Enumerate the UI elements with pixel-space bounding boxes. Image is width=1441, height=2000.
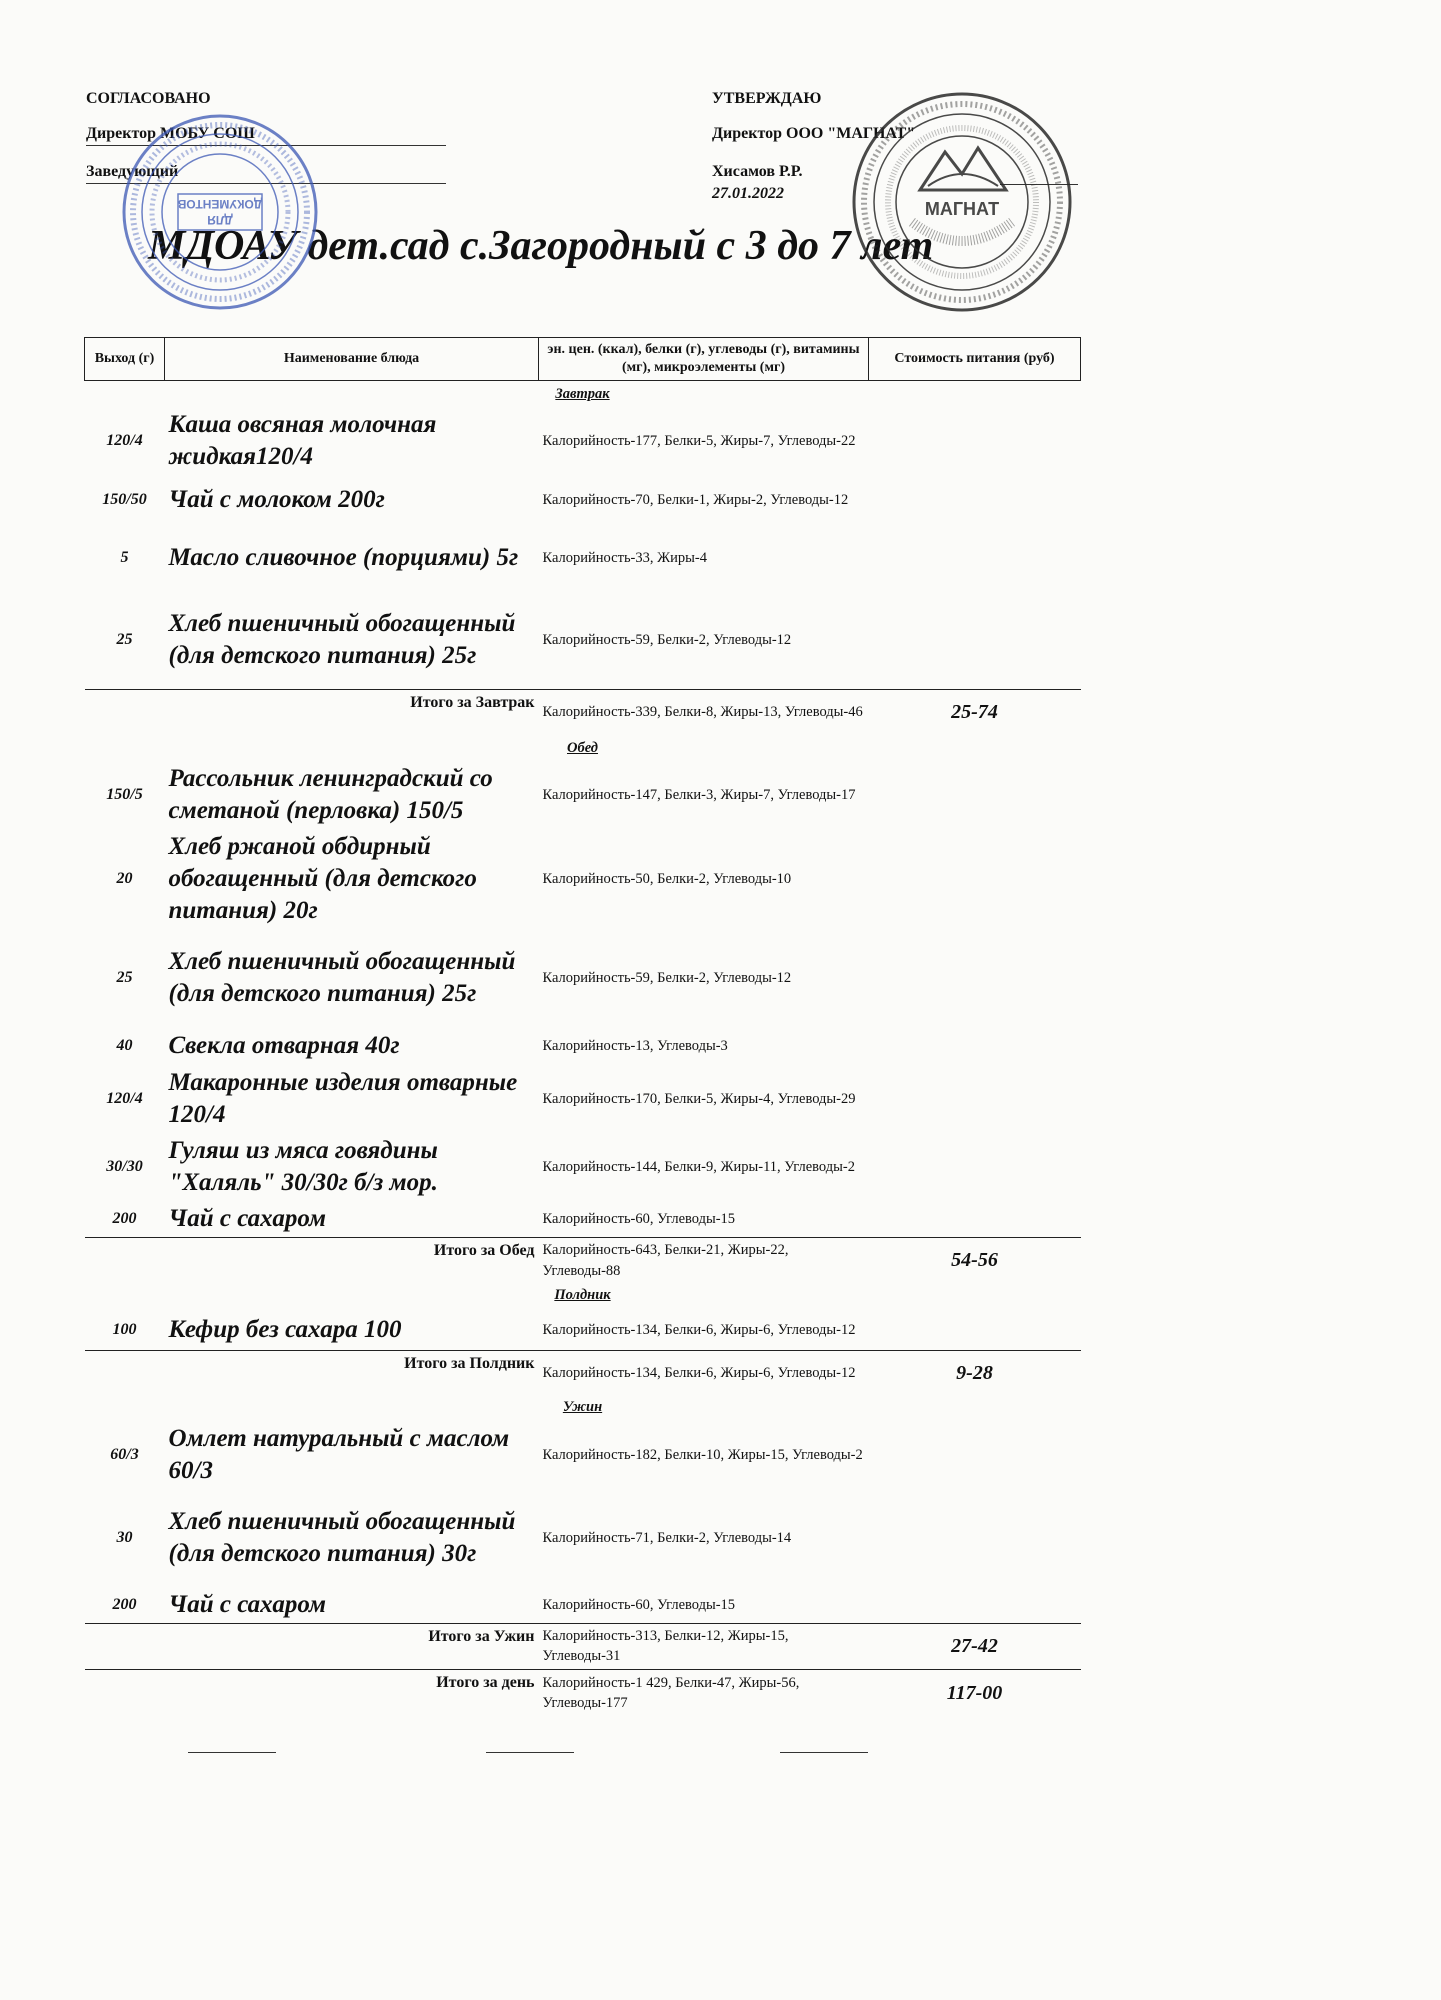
nutrition-cell: Калорийность-70, Белки-1, Жиры-2, Углеводы-12 [542, 492, 849, 509]
table-row [85, 1027, 1081, 1065]
nutrition-cell: Калорийность-71, Белки-2, Углеводы-14 [542, 1529, 792, 1546]
yield-cell: 30 [116, 1528, 133, 1546]
total-cost: 9-28 [869, 1351, 1081, 1395]
section-header-snack [85, 1283, 1081, 1309]
section-title: Завтрак [555, 385, 610, 402]
section-header-dinner [85, 1395, 1081, 1421]
nutrition-cell: Калорийность-147, Белки-3, Жиры-7, Углеводы-17 [542, 787, 856, 804]
signature-line [486, 1752, 574, 1753]
section-title: Обед [567, 739, 598, 756]
dish-name: Каша овсяная молочная жидкая120/4 [168, 411, 437, 471]
day-total-row [85, 1669, 1081, 1717]
signature-line [780, 1752, 868, 1753]
nutrition-cell: Калорийность-144, Белки-9, Жиры-11, Углеводы-2 [542, 1159, 855, 1176]
total-row [85, 689, 1081, 735]
nutrition-cell: Калорийность-60, Углеводы-15 [542, 1211, 736, 1228]
total-nutrition: Калорийность-339, Белки-8, Жиры-13, Углеводы-46 [539, 689, 869, 735]
yield-cell: 100 [112, 1320, 137, 1338]
svg-text:ДЛЯ: ДЛЯ [207, 213, 233, 227]
dish-name: Хлеб пшеничный обогащенный (для детского питания) 30г [168, 1507, 516, 1567]
yield-cell: 120/4 [106, 432, 143, 450]
section-title: Ужин [562, 1399, 603, 1416]
approval-date: 27.01.2022 [712, 185, 784, 202]
company-director-label: Директор ООО "МАГНАТ" [712, 125, 916, 142]
table-row [85, 1309, 1081, 1351]
nutrition-cell: Калорийность-13, Углеводы-3 [542, 1038, 728, 1055]
day-total-label: Итого за день [165, 1669, 539, 1717]
total-cost: 27-42 [869, 1623, 1081, 1669]
dish-name: Чай с сахаром [168, 1590, 326, 1618]
total-row [85, 1351, 1081, 1395]
table-row [85, 1133, 1081, 1201]
table-row [85, 475, 1081, 525]
nutrition-cell: Калорийность-59, Белки-2, Углеводы-12 [542, 631, 792, 648]
dish-name: Рассольник ленинградский со сметаной (перловка) 150/5 [168, 765, 493, 825]
table-row [85, 1201, 1081, 1238]
yield-cell: 25 [116, 969, 133, 987]
page-title: МДОАУ дет.сад с.Загородный с 3 до 7 лет [148, 223, 934, 269]
nutrition-cell: Калорийность-60, Углеводы-15 [542, 1596, 736, 1613]
yield-cell: 5 [120, 549, 129, 567]
table-header-row [85, 338, 1081, 381]
svg-text:ДОКУМЕНТОВ: ДОКУМЕНТОВ [177, 197, 263, 211]
agreed-label: СОГЛАСОВАНО [86, 90, 211, 107]
day-total-cost: 117-00 [869, 1669, 1081, 1717]
menu-table [84, 337, 1081, 1717]
section-title: Полдник [554, 1287, 611, 1304]
total-label: Итого за Ужин [165, 1623, 539, 1669]
head-label: Заведующий [86, 163, 446, 184]
table-row [85, 829, 1081, 929]
yield-cell: 150/50 [102, 491, 147, 509]
dish-name: Макаронные изделия отварные 120/4 [168, 1069, 518, 1129]
nutrition-cell: Калорийность-134, Белки-6, Жиры-6, Углеводы-12 [542, 1321, 856, 1338]
total-nutrition: Калорийность-643, Белки-21, Жиры-22, Углеводы-88 [539, 1238, 869, 1283]
dish-name: Омлет натуральный с маслом 60/3 [168, 1424, 510, 1484]
table-row [85, 761, 1081, 829]
signature-line [188, 1752, 276, 1753]
table-row [85, 1587, 1081, 1624]
total-row [85, 1623, 1081, 1669]
nutrition-cell: Калорийность-59, Белки-2, Углеводы-12 [542, 970, 792, 987]
dish-name: Чай с молоком 200г [168, 486, 385, 514]
dish-name: Чай с сахаром [168, 1205, 326, 1233]
table-row [85, 929, 1081, 1027]
table-row [85, 1065, 1081, 1133]
table-row [85, 525, 1081, 591]
total-nutrition: Калорийность-134, Белки-6, Жиры-6, Углеводы-12 [539, 1351, 869, 1395]
company-seal-stamp [850, 90, 1075, 315]
dish-name: Кефир без сахара 100 [168, 1315, 402, 1343]
table-row [85, 1421, 1081, 1489]
nutrition-cell: Калорийность-177, Белки-5, Жиры-7, Углеводы-22 [542, 433, 856, 450]
section-header-breakfast [85, 381, 1081, 408]
table-row [85, 407, 1081, 475]
total-label: Итого за Полдник [165, 1351, 539, 1395]
yield-cell: 20 [116, 870, 133, 888]
dish-name: Масло сливочное (порциями) 5г [168, 544, 519, 572]
col-header-name: Наименование блюда [165, 338, 539, 381]
table-row [85, 1489, 1081, 1587]
dish-name: Гуляш из мяса говядины "Халяль" 30/30г б/з мор. [168, 1137, 438, 1197]
yield-cell: 60/3 [110, 1445, 139, 1463]
yield-cell: 25 [116, 631, 133, 649]
total-cost: 54-56 [869, 1238, 1081, 1283]
table-row [85, 591, 1081, 689]
nutrition-cell: Калорийность-170, Белки-5, Жиры-4, Углеводы-29 [542, 1091, 856, 1108]
director-name: Хисамов Р.Р. [712, 163, 803, 180]
col-header-cost: Стоимость питания (руб) [869, 338, 1081, 381]
section-header-lunch [85, 735, 1081, 761]
total-label: Итого за Обед [165, 1238, 539, 1283]
nutrition-cell: Калорийность-182, Белки-10, Жиры-15, Углеводы-2 [542, 1446, 863, 1463]
yield-cell: 40 [116, 1037, 133, 1055]
nutrition-cell: Калорийность-50, Белки-2, Углеводы-10 [542, 871, 792, 888]
col-header-nutrition: эн. цен. (ккал), белки (г), углеводы (г), витамины (мг), микроэлементы (мг) [539, 338, 869, 381]
yield-cell: 200 [112, 1210, 137, 1228]
total-nutrition: Калорийность-313, Белки-12, Жиры-15, Углеводы-31 [539, 1623, 869, 1669]
nutrition-cell: Калорийность-33, Жиры-4 [542, 550, 707, 567]
day-total-nutrition: Калорийность-1 429, Белки-47, Жиры-56, Углеводы-177 [539, 1669, 869, 1717]
yield-cell: 30/30 [106, 1158, 143, 1176]
yield-cell: 120/4 [106, 1090, 143, 1108]
dish-name: Хлеб пшеничный обогащенный (для детского питания) 25г [168, 610, 516, 670]
total-cost: 25-74 [869, 689, 1081, 735]
seal-icon [120, 112, 320, 312]
school-seal-stamp [120, 112, 320, 312]
dish-name: Хлеб ржаной обдирный обогащенный (для детского питания) 20г [168, 833, 477, 925]
school-director-label: Директор МОБУ СОШ [86, 125, 446, 146]
yield-cell: 150/5 [106, 786, 143, 804]
approve-label: УТВЕРЖДАЮ [712, 90, 822, 107]
dish-name: Хлеб пшеничный обогащенный (для детского питания) 25г [168, 948, 516, 1008]
dish-name: Свекла отварная 40г [168, 1032, 400, 1060]
company-seal-icon [850, 90, 1075, 315]
svg-text:МАГНАТ: МАГНАТ [924, 199, 1000, 219]
total-label: Итого за Завтрак [165, 689, 539, 735]
yield-cell: 200 [112, 1595, 137, 1613]
col-header-yield: Выход (г) [85, 338, 165, 381]
total-row [85, 1238, 1081, 1283]
